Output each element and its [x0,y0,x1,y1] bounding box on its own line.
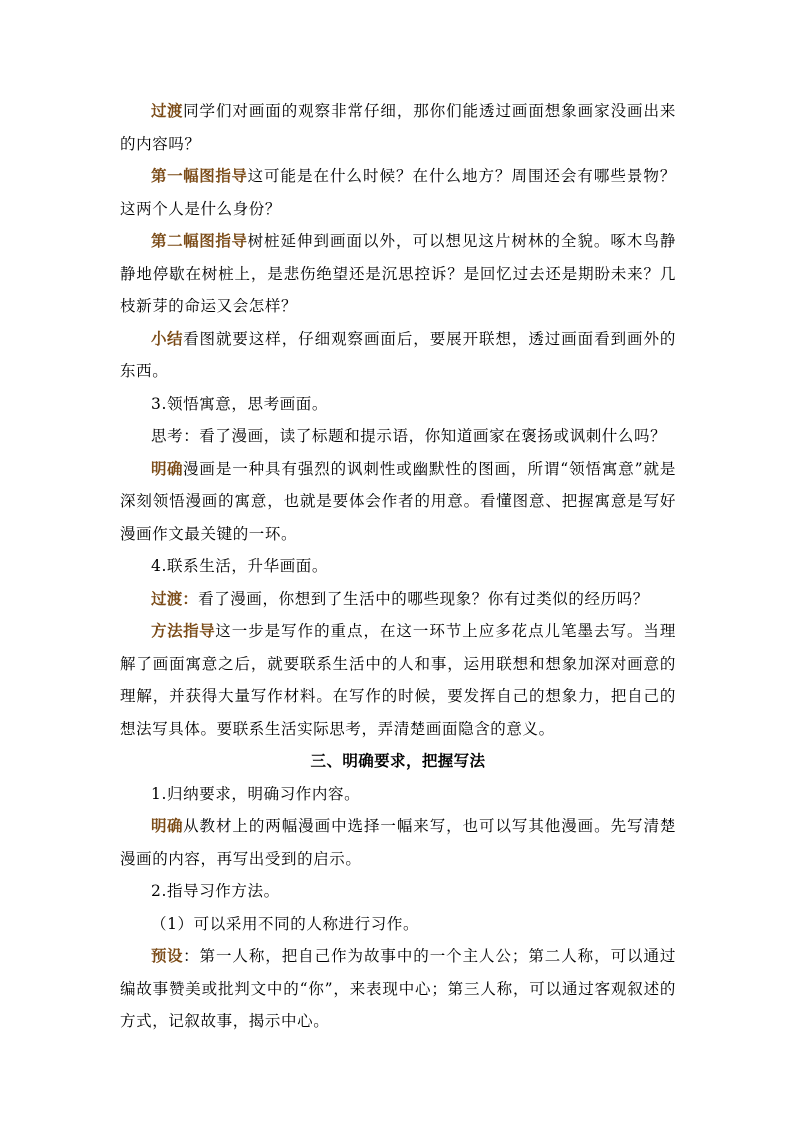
paragraph-transition-2 [120,583,676,616]
paragraph-lead: 预设 [151,947,184,965]
paragraph-text: 1.归纳要求，明确习作内容。 [151,784,361,803]
paragraph-lead: 明确 [151,817,184,835]
paragraph-think [120,420,676,453]
paragraph-text: 2.指导习作方法。 [151,882,280,900]
paragraph-transition-1 [120,95,676,160]
paragraph-text: 同学们对画面的观察非常仔细，那你们能透过画面想象画家没画出来的内容吗？ [120,102,676,153]
paragraph-text: 3.领悟寓意，思考画面。 [151,394,328,413]
section-heading: 三、明确要求，把握写法 [310,752,486,770]
paragraph-lead: 过渡 [151,102,184,120]
paragraph-text: 漫画是一种具有强烈的讽刺性或幽默性的图画，所谓“领悟寓意”就是深刻领悟漫画的寓意，也就是要体会作者的用意。看懂图意、把握寓意是写好漫画作文最关键的一环。 [120,459,677,543]
paragraph-lead: 方法指导 [151,622,216,640]
paragraph-text: ：第一人称，把自己作为故事中的一个主人公；第二人称，可以通过编故事赞美或批判文中的“你”，来表现中心；第三人称，可以通过客观叙述的方式，记叙故事，揭示中心。 [120,947,676,1030]
paragraph-lead: 小结 [151,329,184,348]
paragraph-text: （1）可以采用不同的人称进行习作。 [151,914,420,933]
paragraph-lead: 第一幅图指导 [151,167,248,185]
paragraph-text: 4.联系生活，升华画面。 [151,557,328,575]
paragraph-text: 看了漫画，你想到了生活中的哪些现象？你有过类似的经历吗？ [198,589,649,608]
paragraph-first-image-guide [120,160,676,225]
paragraph-preset [120,940,676,1038]
paragraph-second-image-guide [120,225,676,323]
paragraph-text: 树桩延伸到画面以外，可以想见这片树林的全貌。啄木鸟静静地停歇在树桩上，是悲伤绝望还是沉思控诉？是回忆过去还是期盼未来？几枝新芽的命运又会怎样？ [120,232,676,315]
paragraph-text: 这可能是在什么时候？在什么地方？周围还会有哪些景物？这两个人是什么身份？ [120,167,676,218]
paragraph-step-2 [120,875,676,908]
paragraph-summary [120,323,676,388]
paragraph-clarify-1 [120,453,676,551]
paragraph-step-4 [120,550,676,583]
paragraph-lead: 过渡： [151,589,199,608]
paragraph-text: 看图就要这样，仔细观察画面后，要展开联想，透过画面看到画外的东西。 [120,329,676,380]
paragraph-text: 思考：看了漫画，读了标题和提示语，你知道画家在褒扬或讽刺什么吗？ [151,427,667,445]
paragraph-clarify-2 [120,810,676,875]
paragraph-step-3 [120,388,676,421]
paragraph-lead: 明确 [151,459,184,478]
paragraph-lead: 第二幅图指导 [151,232,248,250]
document-page [120,95,676,1038]
paragraph-method-guide [120,615,676,745]
paragraph-text: 从教材上的两幅漫画中选择一幅来写，也可以写其他漫画。先写清楚漫画的内容，再写出受到的启示。 [120,817,676,868]
paragraph-text: 这一步是写作的重点，在这一环节上应多花点儿笔墨去写。当理解了画面寓意之后，就要联系生活中的人和事，运用联想和想象加深对画意的理解，并获得大量写作材料。在写作的时候，要发挥自己的想象力，把自己的想法写具体。要联系生活实际思考，弄清楚画面隐含的意义。 [120,622,676,738]
paragraph-subpoint-1 [120,908,676,941]
paragraph-step-1 [120,778,676,811]
